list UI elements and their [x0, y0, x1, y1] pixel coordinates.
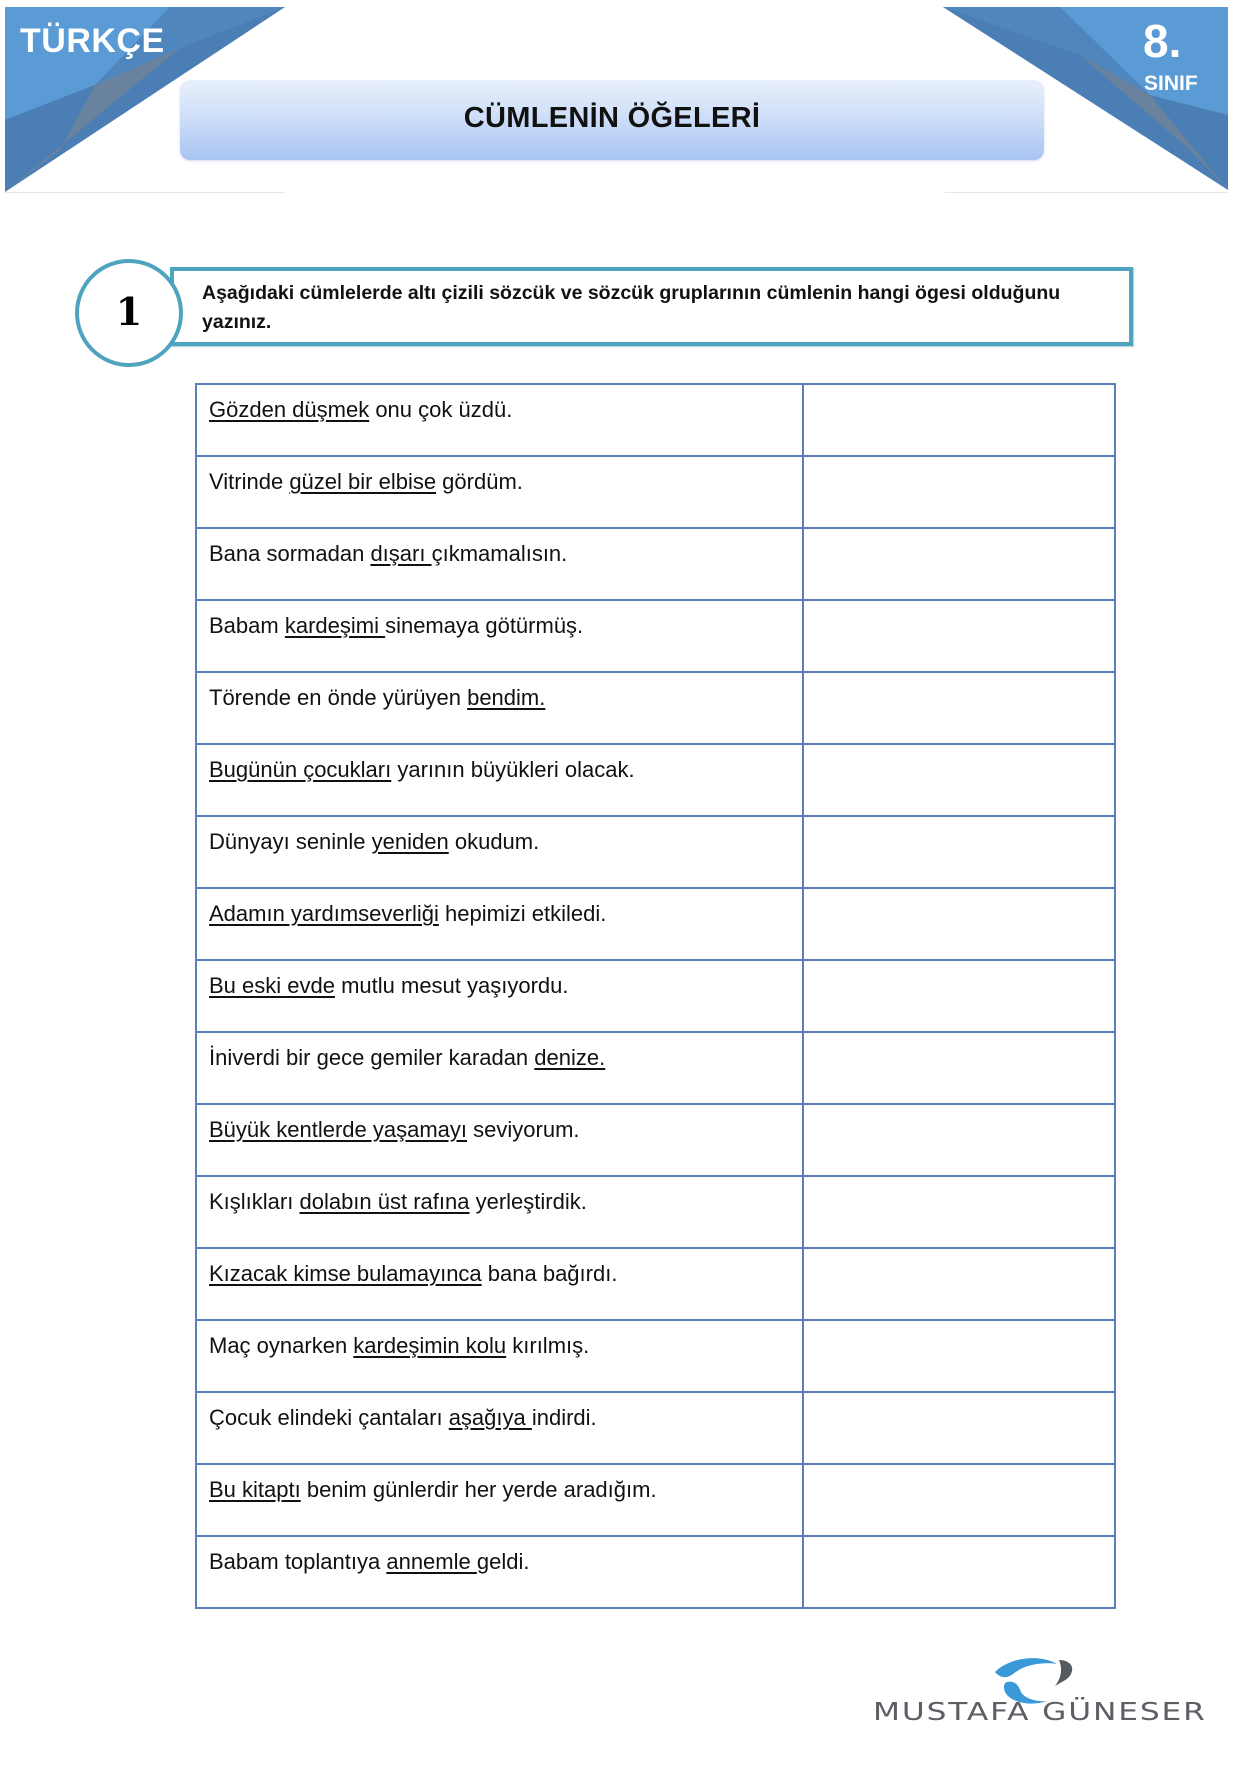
underlined-phrase: denize.	[534, 1045, 606, 1070]
answer-cell[interactable]	[804, 889, 1114, 959]
header-divider	[5, 192, 285, 193]
sentence-cell	[197, 457, 804, 527]
subject-label: TÜRKÇE	[20, 22, 165, 60]
answer-cell[interactable]	[804, 1393, 1114, 1463]
underlined-phrase: güzel bir elbise	[289, 469, 437, 494]
grade-label: SINIF	[1144, 72, 1198, 95]
table-row	[197, 1537, 1114, 1607]
underlined-phrase: dışarı	[370, 541, 432, 566]
sentence-text: Kışlıkları	[209, 1189, 300, 1214]
sentence-text: seviyorum.	[467, 1117, 580, 1142]
underlined-phrase: Bu kitaptı	[209, 1477, 301, 1502]
sentence-text: İniverdi bir gece gemiler karadan	[209, 1045, 535, 1070]
sentence-text: mutlu mesut yaşıyordu.	[334, 973, 569, 998]
sentence-cell	[197, 1321, 804, 1391]
answer-cell[interactable]	[804, 1105, 1114, 1175]
question-number: 1	[115, 289, 143, 334]
answer-cell[interactable]	[804, 1537, 1114, 1607]
sentence-cell	[197, 1105, 804, 1175]
underlined-phrase: Gözden düşmek	[209, 397, 370, 422]
sentence-cell	[197, 889, 804, 959]
underlined-phrase: Adamın yardımseverliği	[209, 901, 439, 926]
underlined-phrase: bendim.	[467, 685, 546, 710]
table-row	[197, 745, 1114, 817]
underlined-phrase: Bu eski evde	[209, 973, 335, 998]
table-row	[197, 1465, 1114, 1537]
sentence-cell	[197, 1393, 804, 1463]
sentence-text: Vitrinde	[209, 469, 290, 494]
sentence-text: Maç oynarken	[209, 1333, 354, 1358]
sentence-text: bana bağırdı.	[481, 1261, 618, 1286]
answer-cell[interactable]	[804, 1177, 1114, 1247]
underlined-phrase: Bugünün çocukları	[209, 757, 392, 782]
sentence-text: onu çok üzdü.	[369, 397, 513, 422]
answer-cell[interactable]	[804, 1321, 1114, 1391]
sentence-cell	[197, 1249, 804, 1319]
table-row	[197, 1033, 1114, 1105]
underlined-phrase: kardeşimin kolu	[353, 1333, 507, 1358]
table-row	[197, 601, 1114, 673]
underlined-phrase: dolabın üst rafına	[299, 1189, 470, 1214]
sentence-cell	[197, 1177, 804, 1247]
table-row	[197, 673, 1114, 745]
sentence-cell	[197, 745, 804, 815]
sentence-text: sinemaya götürmüş.	[385, 613, 584, 638]
answer-cell[interactable]	[804, 1249, 1114, 1319]
sentence-text: indirdi.	[531, 1405, 597, 1430]
sentence-cell	[197, 1465, 804, 1535]
sentence-text: Babam toplantıya	[209, 1549, 387, 1574]
sentence-text: Babam	[209, 613, 285, 638]
sentence-cell	[197, 1537, 804, 1607]
answer-cell[interactable]	[804, 385, 1114, 455]
sentence-text: Çocuk elindeki çantaları	[209, 1405, 449, 1430]
table-row	[197, 457, 1114, 529]
table-row	[197, 1177, 1114, 1249]
table-row	[197, 1321, 1114, 1393]
sentence-cell	[197, 817, 804, 887]
underlined-phrase: yeniden	[371, 829, 449, 854]
sentence-text: kırılmış.	[506, 1333, 590, 1358]
sentence-cell	[197, 961, 804, 1031]
underlined-phrase: kardeşimi	[284, 613, 386, 638]
answer-cell[interactable]	[804, 745, 1114, 815]
grade-number: 8.	[1143, 15, 1182, 67]
answer-cell[interactable]	[804, 457, 1114, 527]
sentence-cell	[197, 673, 804, 743]
answer-cell[interactable]	[804, 673, 1114, 743]
answer-cell[interactable]	[804, 601, 1114, 671]
answer-cell[interactable]	[804, 529, 1114, 599]
page-title: CÜMLENİN ÖĞELERİ	[463, 102, 761, 134]
brand-name: MUSTAFA GÜNESER	[873, 1697, 1207, 1726]
sentence-cell	[197, 529, 804, 599]
instruction-text: Aşağıdaki cümlelerde altı çizili sözcük ve sözcük gruplarının cümlenin hangi ögesi olduğunu yazınız.	[202, 282, 1061, 333]
table-row	[197, 1105, 1114, 1177]
sentence-text: Dünyayı seninle	[209, 829, 372, 854]
answer-cell[interactable]	[804, 817, 1114, 887]
sentence-cell	[197, 601, 804, 671]
sentence-text: okudum.	[448, 829, 540, 854]
sentence-cell	[197, 1033, 804, 1103]
table-row	[197, 529, 1114, 601]
worksheet-table	[195, 383, 1116, 1609]
underlined-phrase: Büyük kentlerde yaşamayı	[209, 1117, 468, 1142]
table-row	[197, 817, 1114, 889]
sentence-text: Törende en önde yürüyen	[209, 685, 468, 710]
instruction-box	[170, 267, 1133, 346]
table-row	[197, 385, 1114, 457]
sentence-text: yarının büyükleri olacak.	[391, 757, 635, 782]
title-banner	[180, 80, 1044, 160]
sentence-text: benim günlerdir her yerde aradığım.	[300, 1477, 657, 1502]
sentence-text: yerleştirdik.	[469, 1189, 587, 1214]
sentence-text: çıkmamalısın.	[431, 541, 568, 566]
sentence-text: hepimizi etkiledi.	[438, 901, 607, 926]
answer-cell[interactable]	[804, 961, 1114, 1031]
underlined-phrase: annemle	[386, 1549, 477, 1574]
question-number-badge	[75, 259, 183, 367]
table-row	[197, 889, 1114, 961]
header-divider-right	[945, 192, 1228, 193]
sentence-text: gördüm.	[436, 469, 523, 494]
table-row	[197, 1393, 1114, 1465]
underlined-phrase: Kızacak kimse bulamayınca	[209, 1261, 482, 1286]
sentence-text: Bana sormadan	[209, 541, 371, 566]
sentence-text: geldi.	[476, 1549, 530, 1574]
sentence-cell	[197, 385, 804, 455]
answer-cell[interactable]	[804, 1465, 1114, 1535]
table-row	[197, 1249, 1114, 1321]
underlined-phrase: aşağıya	[448, 1405, 532, 1430]
answer-cell[interactable]	[804, 1033, 1114, 1103]
table-row	[197, 961, 1114, 1033]
